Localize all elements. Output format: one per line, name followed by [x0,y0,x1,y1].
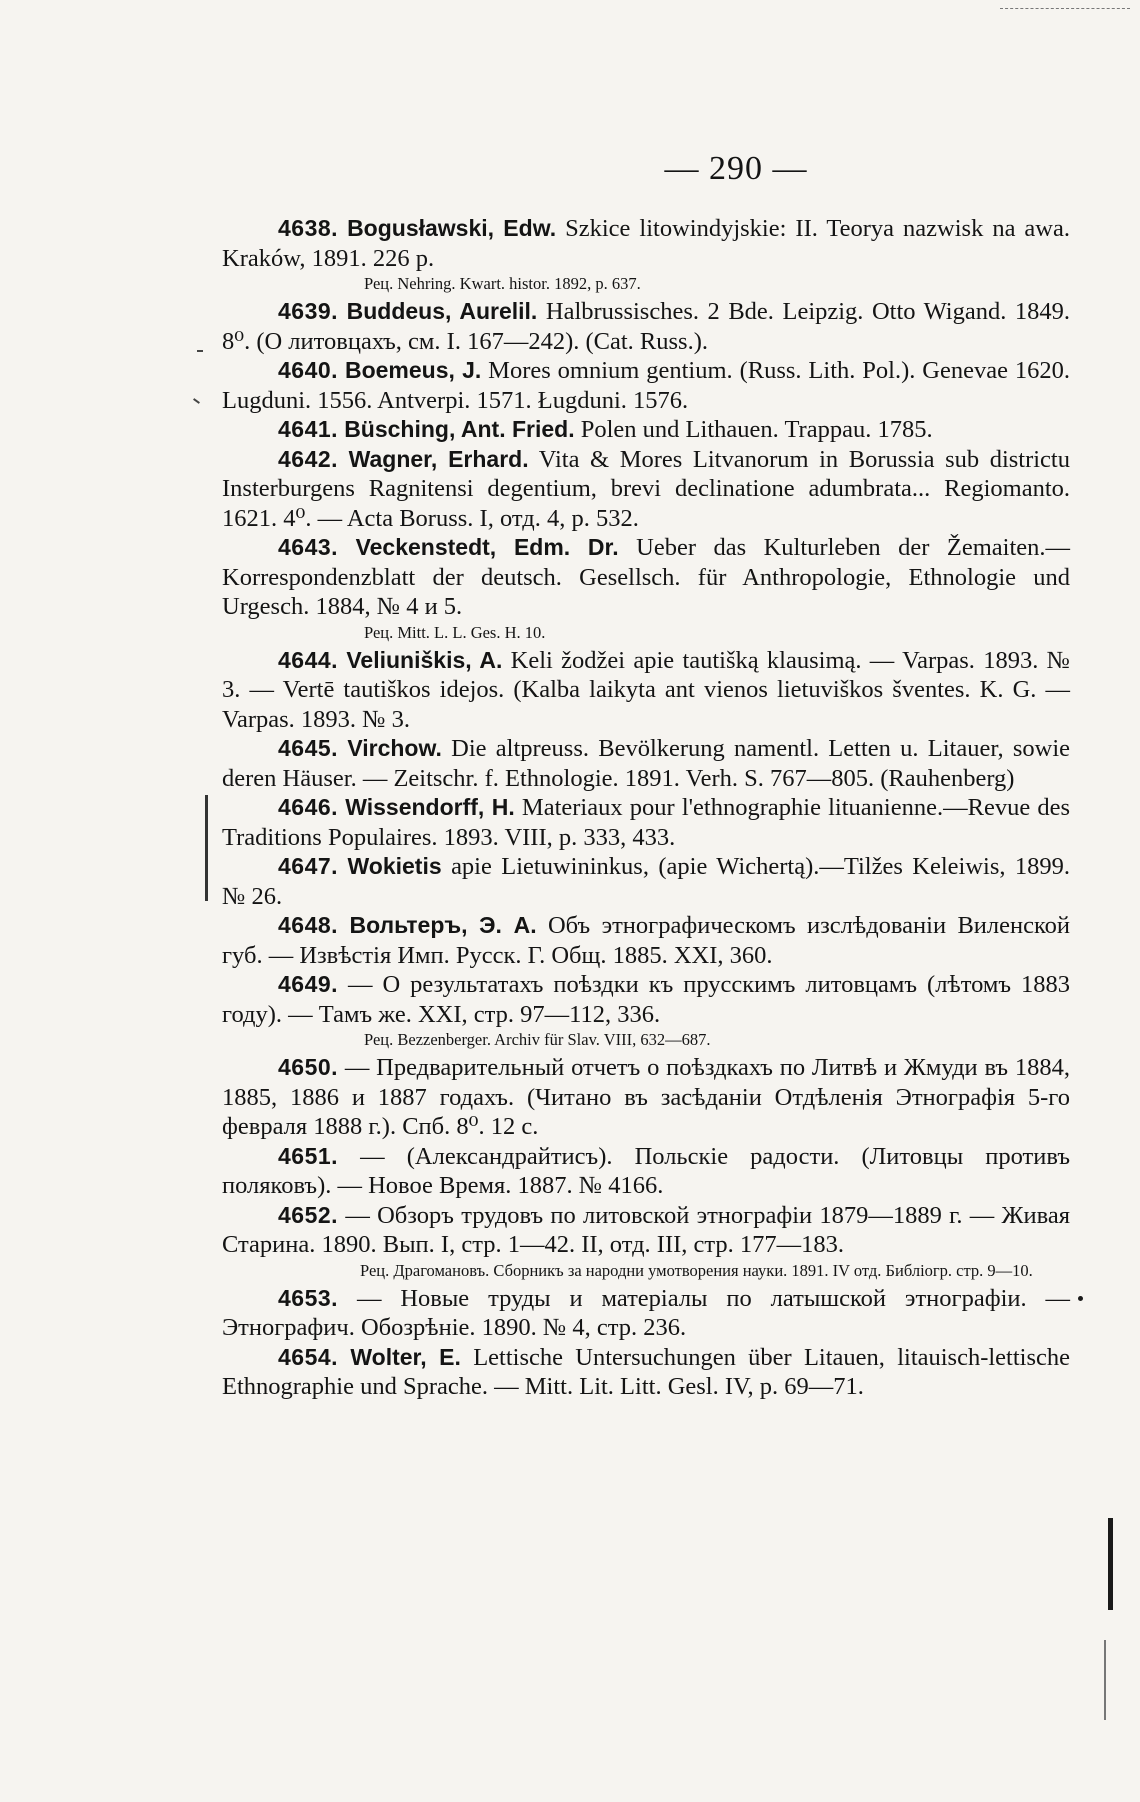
entry-author: Wokietis [347,853,442,879]
entry-number: 4651. [278,1142,339,1169]
entry-text: — (Александрайтисъ). Польскіе радости. (Литовцы противъ поляковъ). — Новое Время. 1887. № 4166. [222,1142,1071,1199]
entry-author: Wolter, E. [350,1343,461,1370]
entry-text: Szkice litowindyjskie: II. Teorya nazwisk na awa. Kraków, 1891. 226 p. [222,215,1071,272]
entry-number: 4647. [278,853,339,879]
entry-number: 4652. [278,1201,339,1228]
bibliography-entry [222,734,1070,793]
entry-text: Ueber das Kulturleben der Žemaiten.—Korrespondenzblatt der deutsch. Gesellsch. für Anthropologie, Ethnologie und Urgesch. 1884, № 4 и 5. [222,534,1071,620]
entry-author: Boemeus, J. [344,357,482,383]
bibliography-entry [222,1343,1070,1402]
entry-number: 4646. [278,794,339,820]
bibliography-entry [222,793,1070,852]
page-number: — 290 — [664,150,808,187]
entry-text: Vita & Mores Litvanorum in Borussia sub districtu Insterburgens Ragnitensi degentium, brevi declinatione adumbrata... Regiomanto. 1621. 4⁰. — Acta Boruss. I, отд. 4, p. 532. [222,445,1070,532]
entry-number: 4644. [278,646,339,673]
bibliography-entries [222,214,1070,1402]
bibliography-entry [222,970,1070,1029]
entry-author: Bogusławski, Edw. [347,215,557,241]
entry-number: 4650. [278,1054,339,1080]
entry-number: 4653. [278,1284,339,1311]
bibliography-entry [222,911,1070,970]
entry-number: 4649. [278,971,339,997]
entry-author: Wissendorff, H. [345,794,515,820]
bibliography-entry [222,1201,1070,1260]
entry-number: 4638. [278,215,339,241]
entry-number: 4654. [278,1343,339,1370]
margin-tick [193,398,200,404]
entry-text: Materiaux pour l'ethnographie lituanienne.—Revue des Traditions Populaires. 1893. VIII, p. 333, 433. [222,794,1071,851]
bibliography-entry [222,356,1070,415]
entry-author: Veliuniškis, A. [346,646,503,673]
entry-number: 4645. [278,735,339,761]
entry-author: Virchow. [347,735,442,761]
bibliography-entry [222,1053,1070,1142]
entry-text: apie Lietuwininkus, (apie Wichertą).—Tilžes Keleiwis, 1899. № 26. [222,853,1071,910]
bibliography-entry [222,533,1070,622]
bibliography-entry [222,1142,1070,1201]
margin-bar-mark [1108,1518,1113,1610]
bibliography-entry [222,415,1070,445]
entry-author: Вольтеръ, Э. А. [349,912,537,938]
entry-text: Die altpreuss. Bevölkerung namentl. Letten u. Litauer, sowie deren Häuser. — Zeitschr. f. Ethnologie. 1891. Verh. S. 767—805. (Rauhenberg) [222,735,1071,792]
bibliography-entry [222,297,1070,356]
entry-text: Polen und Lithauen. Trappau. 1785. [580,416,933,443]
margin-thin-mark [1104,1640,1106,1720]
review-note: Рец. Драгомановъ. Сборникъ за народни умотворения науки. 1891. IV отд. Библіогр. стр. 9—10. [360,1260,1033,1280]
bibliography-entry [222,1284,1070,1343]
entry-author: Veckenstedt, Edm. Dr. [355,534,619,560]
margin-tick-2 [197,350,203,352]
entry-text: — О результатахъ поѣздки къ прусскимъ литовцамъ (лѣтомъ 1883 году). — Тамъ же. XXI, стр. 97—112, 336. [222,971,1071,1028]
bibliography-entry [222,852,1070,911]
entry-text: — Новые труды и матеріалы по латышской этнографіи. — Этнографич. Обозрѣніе. 1890. № 4, стр. 236. [222,1284,1070,1341]
bibliography-entry [222,646,1070,735]
bibliography-entry [222,445,1070,534]
entry-author: Wagner, Erhard. [348,445,529,472]
margin-dot [1078,1296,1083,1301]
page-text [222,150,1070,1402]
entry-text: Halbrussisches. 2 Bde. Leipzig. Otto Wigand. 1849. 8⁰. (О литовцахъ, см. I. 167—242). (Cat. Russ.). [222,298,1071,355]
entry-number: 4639. [278,298,339,324]
entry-number: 4640. [278,357,339,383]
entry-text: — Обзоръ трудовъ по литовской этнографіи 1879—1889 г. — Живая Старина. 1890. Вып. I, стр. 1—42. II, отд. III, стр. 177—183. [222,1201,1070,1258]
entry-author: Buddeus, Aurelil. [346,298,538,324]
entry-author: Büsching, Ant. Fried. [344,416,575,442]
entry-text: — Предварительный отчетъ о поѣздкахъ по Литвѣ и Жмуди въ 1884, 1885, 1886 и 1887 годахъ. (Читано въ засѣданіи Отдѣленія Этнографія 5-го февраля 1888 г.). Спб. 8⁰. 12 с. [222,1054,1071,1140]
entry-number: 4642. [278,445,339,472]
bibliography-entry [222,214,1070,273]
entry-number: 4643. [278,534,339,560]
review-note: Рец. Mitt. L. L. Ges. H. 10. [364,622,546,642]
entry-text: Keli žodžei apie tautišką klausimą. — Varpas. 1893. № 3. — Vertē tautiškos idejos. (Kalba laikyta ant vienos lietuviškos šventes. K. G. — Varpas. 1893. № 3. [222,646,1071,733]
review-note: Рец. Nehring. Kwart. histor. 1892, p. 637. [364,274,641,293]
entry-number: 4648. [278,912,339,938]
entry-number: 4641. [278,416,339,442]
top-edge-dashes [1000,8,1130,10]
review-note: Рец. Bezzenberger. Archiv für Slav. VIII, 632—687. [364,1030,711,1049]
margin-bracket-mark [205,795,208,901]
entry-text: Mores omnium gentium. (Russ. Lith. Pol.). Genevae 1620. Lugduni. 1556. Antverpi. 1571. Ługduni. 1576. [222,357,1070,414]
entry-text: Lettische Untersuchungen über Litauen, litauisch-lettische Ethnographie und Sprache. — Mitt. Lit. Litt. Gesl. IV, p. 69—71. [222,1343,1071,1400]
entry-text: Объ этнографическомъ изслѣдованіи Виленской губ. — Извѣстія Имп. Русск. Г. Общ. 1885. XXI, 360. [222,912,1071,969]
